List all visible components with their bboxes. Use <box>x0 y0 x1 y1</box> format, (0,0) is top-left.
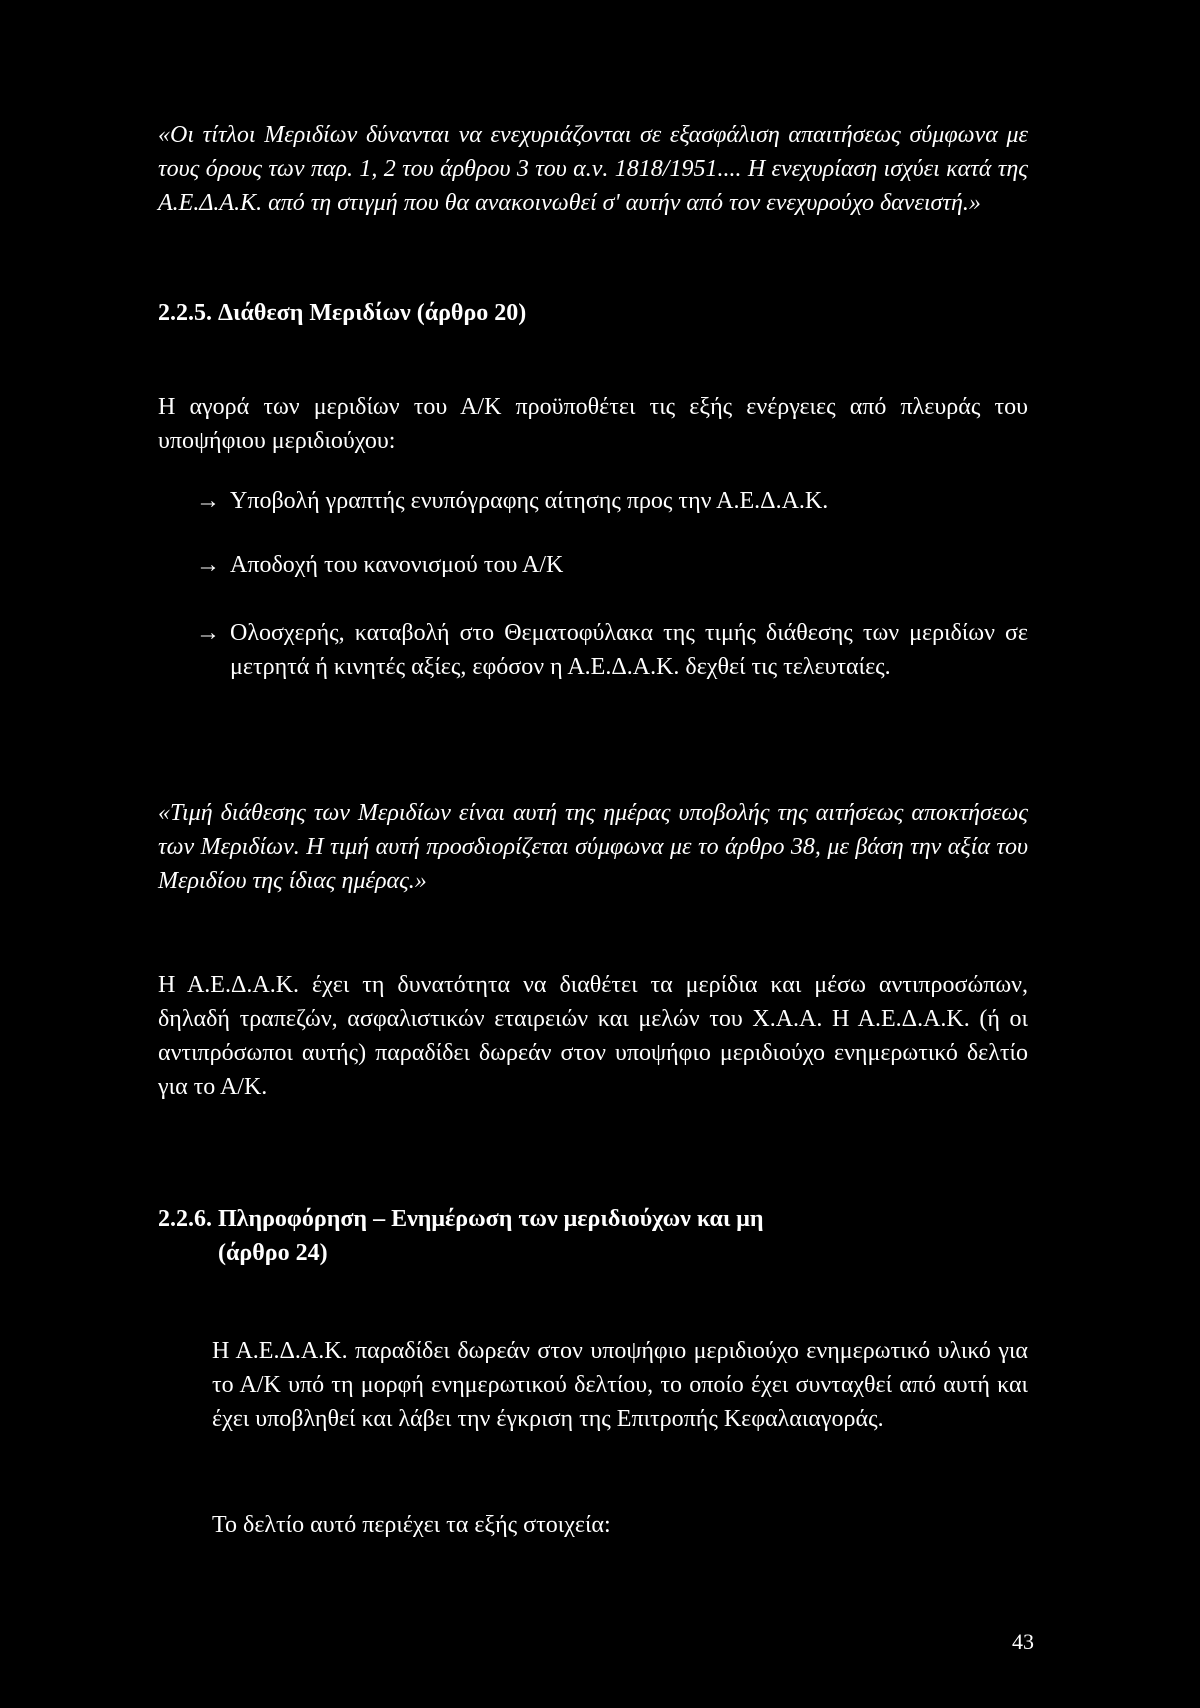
bullet-item <box>196 616 1028 684</box>
bullet-item <box>196 484 1028 518</box>
page-number: 43 <box>1012 1629 1034 1654</box>
info-material-paragraph: Η Α.Ε.Δ.Α.Κ. παραδίδει δωρεάν στον υποψήφιο μεριδιούχο ενημερωτικό υλικό για το Α/Κ υπό τη μορφή ενημερωτικού δελτίου, το οποίο έχει συνταχθεί από αυτή και έχει υποβληθεί και λάβει την έγκριση της Επιτροπής Κεφαλαιαγοράς. <box>212 1338 1028 1432</box>
arrow-icon: → <box>196 552 220 578</box>
aedak-distribution-paragraph: Η Α.Ε.Δ.Α.Κ. έχει τη δυνατότητα να διαθέτει τα μερίδια και μέσω αντιπροσώπων, δηλαδή τραπεζών, ασφαλιστικών εταιρειών και μελών του Χ.Α.Α. Η Α.Ε.Δ.Α.Κ. (ή οι αντιπρόσωποι αυτής) παραδίδει δωρεάν στον υποψήφιο μεριδιούχο ενημερωτικό δελτίο για το Α/Κ. <box>158 972 1028 1100</box>
section-title: Πληροφόρηση – Ενημέρωση των μεριδιούχων και μη <box>218 1206 764 1232</box>
bullet-item <box>196 548 1028 582</box>
section-number: 2.2.5. <box>158 300 212 326</box>
section-title-continuation: (άρθρο 24) <box>218 1240 328 1266</box>
arrow-icon: → <box>196 488 220 514</box>
quote-pledge-paragraph: «Οι τίτλοι Μεριδίων δύνανται να ενεχυριάζονται σε εξασφάλιση απαιτήσεως σύμφωνα με τους όρους των παρ. 1, 2 του άρθρου 3 του α.ν. 1818/1951.... Η ενεχυρίαση ισχύει κατά της Α.Ε.Δ.Α.Κ. από τη στιγμή που θα ανακοινωθεί σ' αυτήν από τον ενεχυρούχο δανειστή.» <box>158 122 1028 216</box>
bullet-text: Ολοσχερής, καταβολή στο Θεματοφύλακα της τιμής διάθεσης των μεριδίων σε μετρητά ή κινητές αξίες, εφόσον η Α.Ε.Δ.Α.Κ. δεχθεί τις τελευταίες. <box>230 620 1028 680</box>
bullet-text: Αποδοχή του κανονισμού του Α/Κ <box>230 552 564 578</box>
arrow-icon: → <box>196 620 220 646</box>
section-title: Διάθεση Μεριδίων (άρθρο 20) <box>218 300 527 326</box>
section-heading-2-2-6 <box>158 1202 1028 1270</box>
contents-intro-paragraph: Το δελτίο αυτό περιέχει τα εξής στοιχεία: <box>212 1512 611 1538</box>
section-number: 2.2.6. <box>158 1206 212 1232</box>
section-heading-2-2-5 <box>158 296 1028 330</box>
quote-price-paragraph: «Τιμή διάθεσης των Μεριδίων είναι αυτή της ημέρας υποβολής της αιτήσεως αποκτήσεως των Μεριδίων. Η τιμή αυτή προσδιορίζεται σύμφωνα με το άρθρο 38, με βάση την αξία του Μεριδίου της ίδιας ημέρας.» <box>158 800 1028 894</box>
intro-paragraph: Η αγορά των μεριδίων του Α/Κ προϋποθέτει τις εξής ενέργειες από πλευράς του υποψήφιου μεριδιούχου: <box>158 394 1028 454</box>
bullet-text: Υποβολή γραπτής ενυπόγραφης αίτησης προς την Α.Ε.Δ.Α.Κ. <box>230 488 829 514</box>
